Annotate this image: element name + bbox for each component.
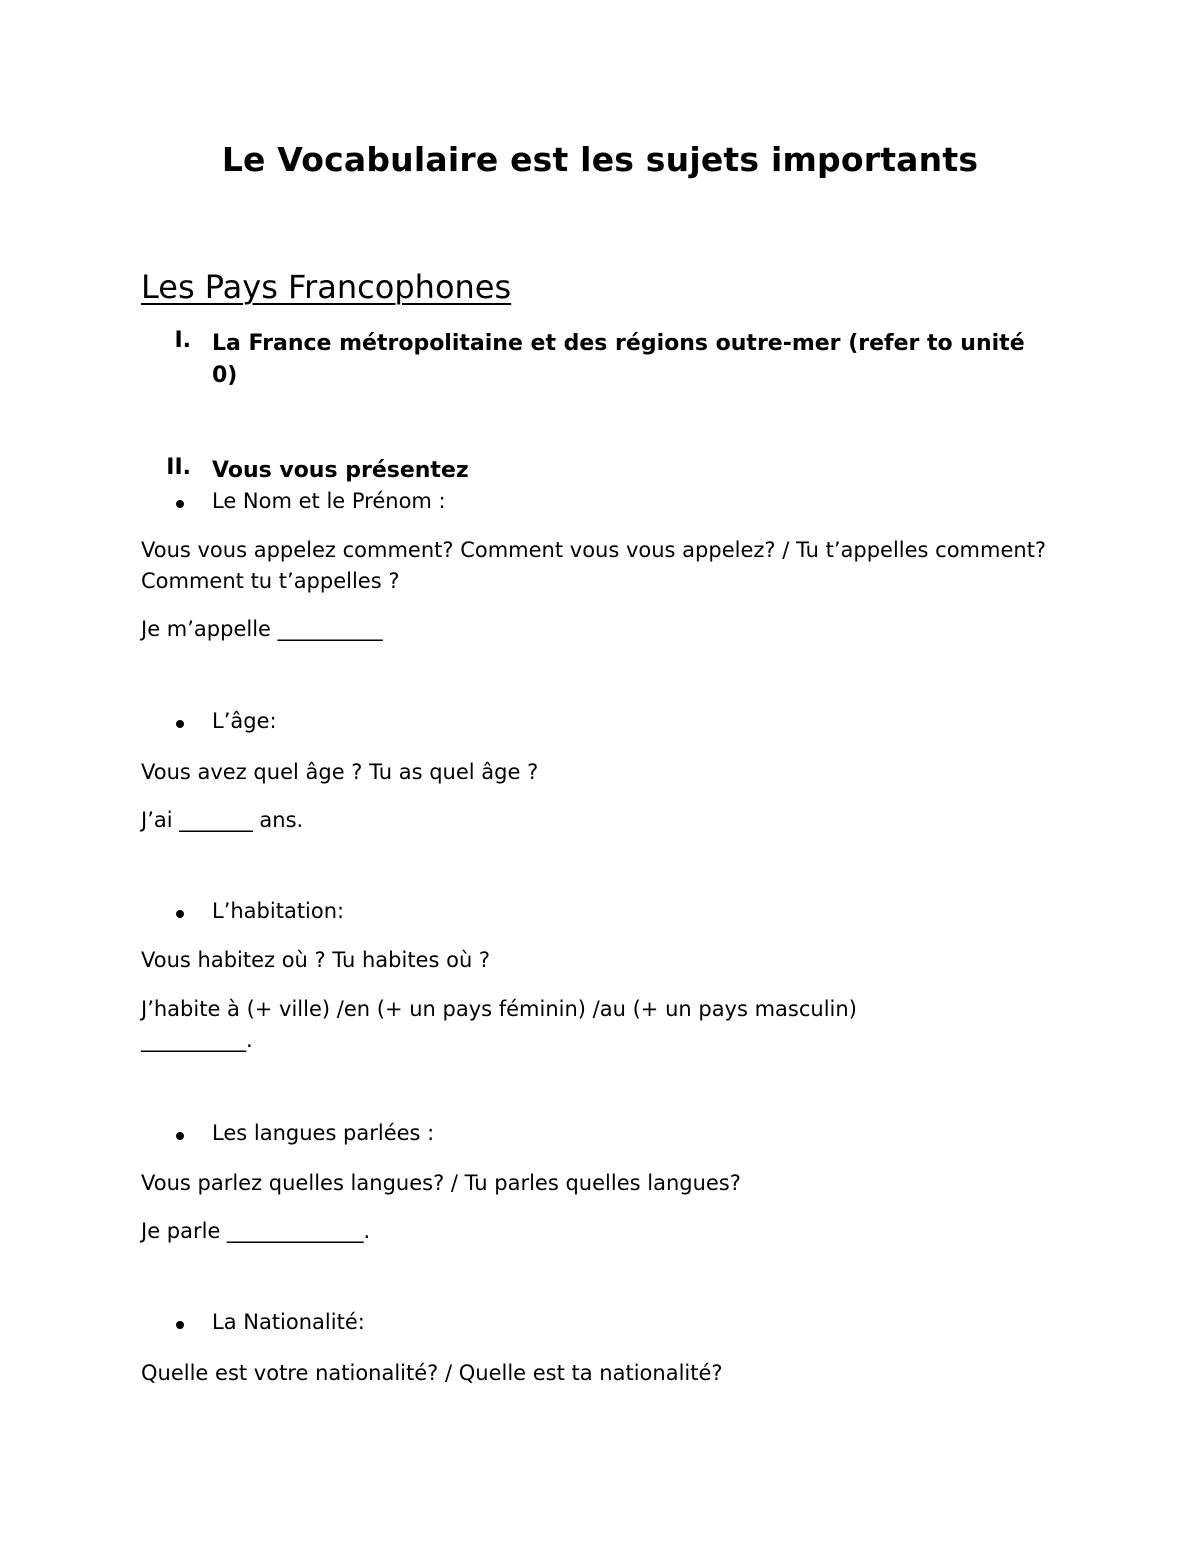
document-title: Le Vocabulaire est les sujets importants (221, 140, 979, 179)
bullet-label: L’habitation: (212, 899, 345, 923)
nom-answer: Je m’appelle __________ (141, 617, 383, 641)
bullet-label: La Nationalité: (212, 1310, 365, 1334)
section-heading: Les Pays Francophones (141, 268, 512, 306)
bullet-label: Le Nom et le Prénom : (212, 489, 446, 513)
habitation-answer-line2: __________. (141, 1028, 253, 1052)
item-number: II. (166, 455, 191, 480)
bullet-label: Les langues parlées : (212, 1121, 435, 1145)
habitation-question: Vous habitez où ? Tu habites où ? (141, 948, 491, 972)
habitation-answer-line1: J’habite à (+ ville) /en (+ un pays féminin) /au (+ un pays masculin) (141, 997, 857, 1021)
age-question: Vous avez quel âge ? Tu as quel âge ? (141, 760, 539, 784)
bullet-icon (176, 500, 184, 508)
langues-question: Vous parlez quelles langues? / Tu parles quelles langues? (141, 1171, 741, 1195)
bullet-label: L’âge: (212, 709, 277, 733)
langues-answer: Je parle _____________. (141, 1219, 371, 1243)
item-text: Vous vous présentez (212, 458, 469, 483)
item-number: I. (174, 328, 191, 353)
bullet-icon (176, 1321, 184, 1329)
bullet-icon (176, 720, 184, 728)
bullet-icon (176, 1132, 184, 1140)
item-text: La France métropolitaine et des régions outre-mer (refer to unité 0) (212, 331, 1025, 388)
bullet-icon (176, 910, 184, 918)
nationalite-question: Quelle est votre nationalité? / Quelle est ta nationalité? (141, 1361, 723, 1385)
nom-question: Vous vous appelez comment? Comment vous vous appelez? / Tu t’appelles comment? Comment tu t’appelles ? (141, 538, 1047, 593)
age-answer: J’ai _______ ans. (141, 808, 304, 832)
